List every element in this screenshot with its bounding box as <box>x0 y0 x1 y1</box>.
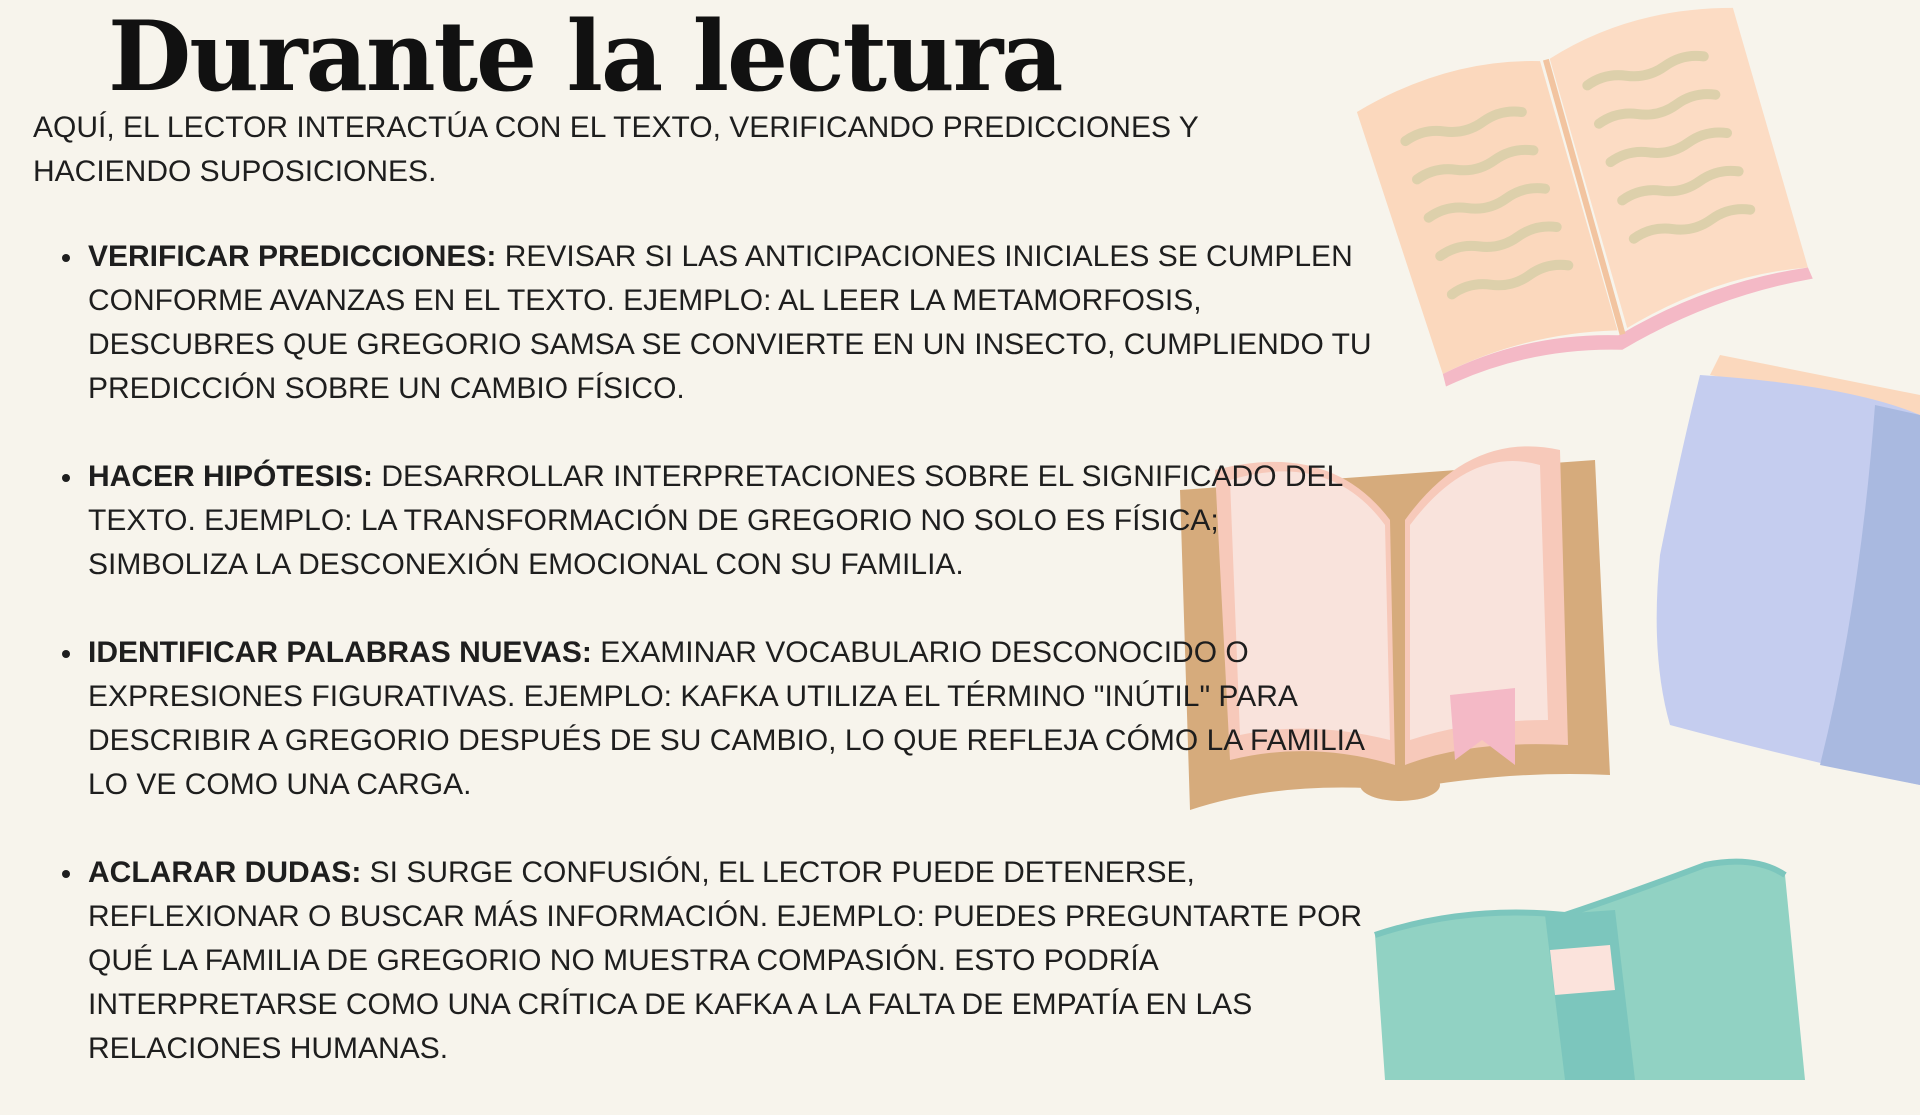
intro-text: AQUÍ, EL LECTOR INTERACTÚA CON EL TEXTO, VERIFICANDO PREDICCIONES Y HACIENDO SUPOSICIONES. <box>33 111 1199 188</box>
bullet-list <box>88 235 1378 1115</box>
bullet-term: HACER HIPÓTESIS: <box>88 460 374 493</box>
closed-book-blue-icon <box>1650 355 1920 785</box>
bullet-aclarar-dudas <box>88 851 1378 1071</box>
open-book-peach-icon <box>1340 0 1820 400</box>
bullet-term: ACLARAR DUDAS: <box>88 856 362 889</box>
open-book-teal-icon <box>1365 855 1830 1080</box>
bullet-identificar-palabras <box>88 631 1378 807</box>
bullet-hacer-hipotesis <box>88 455 1378 587</box>
bullet-text: DESARROLLAR INTERPRETACIONES SOBRE EL SIGNIFICADO DEL TEXTO. EJEMPLO: LA TRANSFORMACIÓN DE GREGORIO NO SOLO ES FÍSICA; SIMBOLIZA LA DESCONEXIÓN EMOCIONAL CON SU FAMILIA. <box>88 460 1343 581</box>
bullet-term: IDENTIFICAR PALABRAS NUEVAS: <box>88 636 592 669</box>
page-title: Durante la lectura <box>108 0 1062 113</box>
bullet-text: SI SURGE CONFUSIÓN, EL LECTOR PUEDE DETENERSE, REFLEXIONAR O BUSCAR MÁS INFORMACIÓN. EJEMPLO: PUEDES PREGUNTARTE POR QUÉ LA FAMILIA DE GREGORIO NO MUESTRA COMPASIÓN. ESTO PODRÍA INTERPRETARSE COMO UNA CRÍTICA DE KAFKA A LA FALTA DE EMPATÍA EN LAS RELACIONES HUMANAS. <box>88 856 1363 1065</box>
bullet-text: EXAMINAR VOCABULARIO DESCONOCIDO O EXPRESIONES FIGURATIVAS. EJEMPLO: KAFKA UTILIZA EL TÉRMINO "INÚTIL" PARA DESCRIBIR A GREGORIO DESPUÉS DE SU CAMBIO, LO QUE REFLEJA CÓMO LA FAMILIA LO VE COMO UNA CARGA. <box>88 636 1364 801</box>
bullet-text: REVISAR SI LAS ANTICIPACIONES INICIALES SE CUMPLEN CONFORME AVANZAS EN EL TEXTO. EJEMPLO: AL LEER LA METAMORFOSIS, DESCUBRES QUE GREGORIO SAMSA SE CONVIERTE EN UN INSECTO, CUMPLIENDO TU PREDICCIÓN SOBRE UN CAMBIO FÍSICO. <box>88 240 1372 405</box>
bullet-term: VERIFICAR PREDICCIONES: <box>88 240 497 273</box>
bullet-verificar-predicciones <box>88 235 1378 411</box>
